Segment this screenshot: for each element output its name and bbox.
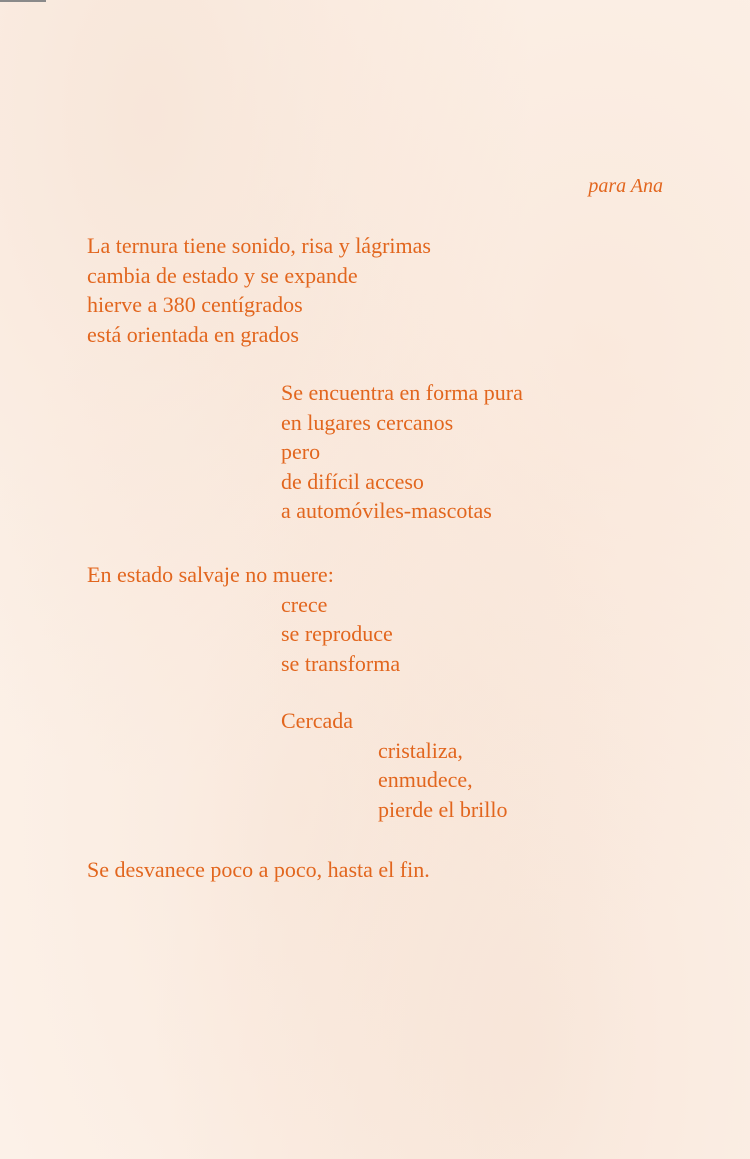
poem-line: a automóviles-mascotas bbox=[281, 498, 492, 523]
poem-line: pierde el brillo bbox=[378, 796, 508, 822]
poem-line: de difícil acceso bbox=[281, 468, 424, 494]
corner-rule bbox=[0, 0, 46, 2]
poem-line: En estado salvaje no muere: bbox=[87, 562, 334, 587]
poem-line: cristaliza, bbox=[378, 737, 463, 763]
poem-line: Se encuentra en forma pura bbox=[281, 380, 523, 405]
stanza-3 bbox=[87, 560, 400, 678]
poem-line: pero bbox=[281, 439, 321, 464]
poem-line: La ternura tiene sonido, risa y lágrimas bbox=[87, 233, 431, 258]
dedication: para Ana bbox=[588, 175, 663, 197]
poem-line: hierve a 380 centígrados bbox=[87, 292, 303, 317]
poem-line: se reproduce bbox=[281, 621, 393, 646]
poem-line: en lugares cercanos bbox=[281, 409, 454, 435]
poem-line: Se desvanece poco a poco, hasta el fin. bbox=[87, 857, 430, 882]
poem-line: se transforma bbox=[281, 650, 401, 676]
poem-line: enmudece, bbox=[378, 767, 473, 792]
stanza-4 bbox=[281, 706, 508, 824]
poem-line: Cercada bbox=[281, 708, 354, 733]
poem-line: crece bbox=[281, 591, 328, 617]
poem-line: está orientada en grados bbox=[87, 321, 299, 347]
poem-line: cambia de estado y se expande bbox=[87, 262, 358, 288]
stanza-2 bbox=[281, 378, 523, 526]
stanza-5 bbox=[87, 855, 430, 885]
stanza-1 bbox=[87, 231, 431, 349]
